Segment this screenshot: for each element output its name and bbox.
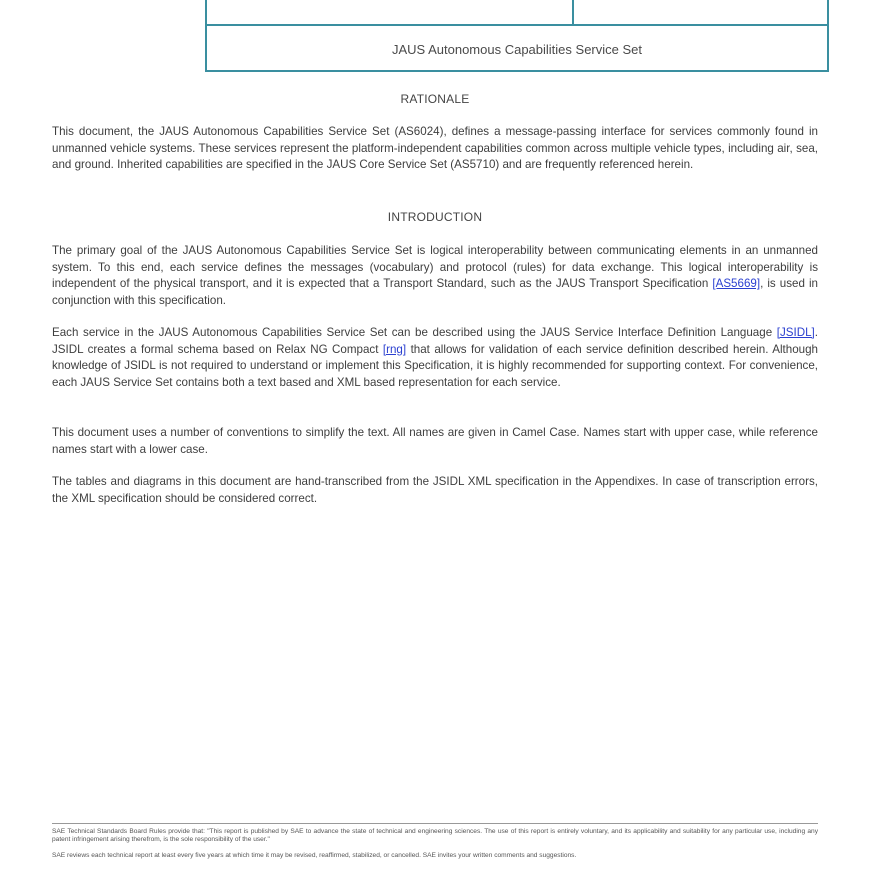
jsidl-reference-link[interactable]: [JSIDL] [776,326,815,339]
title-box-top-row [207,0,827,26]
rationale-heading: RATIONALE [400,92,470,106]
as5669-reference-link[interactable]: [AS5669] [712,277,761,291]
rng-reference-link[interactable]: [rng] [382,342,407,356]
intro-paragraph-3: This document uses a number of conventions to simplify the text. All names are given in Camel Case. Names start with upper case, while reference names start with a lower case. [52,426,818,456]
intro-p2-text-c: that allows for validation of each service definition described herein. Although knowledge of JSIDL is not required to understand or implement this Specification, it is highly recommended for supporting context. For convenience, each JAUS Service Set contains both a text based and XML based representation for each service. [52,342,818,389]
intro-p1-text-b: , is used in conjunction with this specification. [52,277,818,307]
document-title: JAUS Autonomous Capabilities Service Set [391,41,642,57]
intro-p2-text-b: . JSIDL creates a formal schema based on Relax NG Compact [52,326,818,356]
footer-notice-1: SAE Technical Standards Board Rules provide that: "This report is published by SAE to advance the state of technical and engineering sciences. The use of this report is entirely voluntary, and its applicability and suitability for any particular use, including any patent infringement arising therefrom, is the sole responsibility of the user." [52,828,818,843]
intro-paragraph-2 [52,325,818,391]
introduction-heading: INTRODUCTION [387,210,483,224]
rationale-paragraph: This document, the JAUS Autonomous Capabilities Service Set (AS6024), defines a message-passing interface for services commonly found in unmanned vehicle systems. These services represent the platform-independent capabilities common across multiple vehicle types, including air, sea, and ground. Inherited capabilities are specified in the JAUS Core Service Set (AS5710) and are frequently referenced herein. [52,125,818,172]
footer-notice-2: SAE reviews each technical report at least every five years at which time it may be revised, reaffirmed, stabilized, or cancelled. SAE invites your written comments and suggestions. [52,852,577,859]
intro-paragraph-1 [52,243,818,309]
footer-divider [52,823,818,824]
intro-p2-text-a: Each service in the JAUS Autonomous Capabilities Service Set can be described using the JAUS Service Interface Definition Language [52,326,777,339]
intro-paragraph-4: The tables and diagrams in this document are hand-transcribed from the JSIDL XML specification in the Appendixes. In case of transcription errors, the XML specification should be considered correct. [52,475,818,505]
title-box-divider [572,0,574,26]
intro-p1-text-a: The primary goal of the JAUS Autonomous Capabilities Service Set is logical interoperability between communicating elements in an unmanned system. To this end, each service defines the messages (vocabulary) and protocol (rules) for data exchange. This logical interoperability is independent of the physical transport, and it is expected that a Transport Standard, such as the JAUS Transport Specification [52,244,818,291]
title-box [205,0,829,72]
